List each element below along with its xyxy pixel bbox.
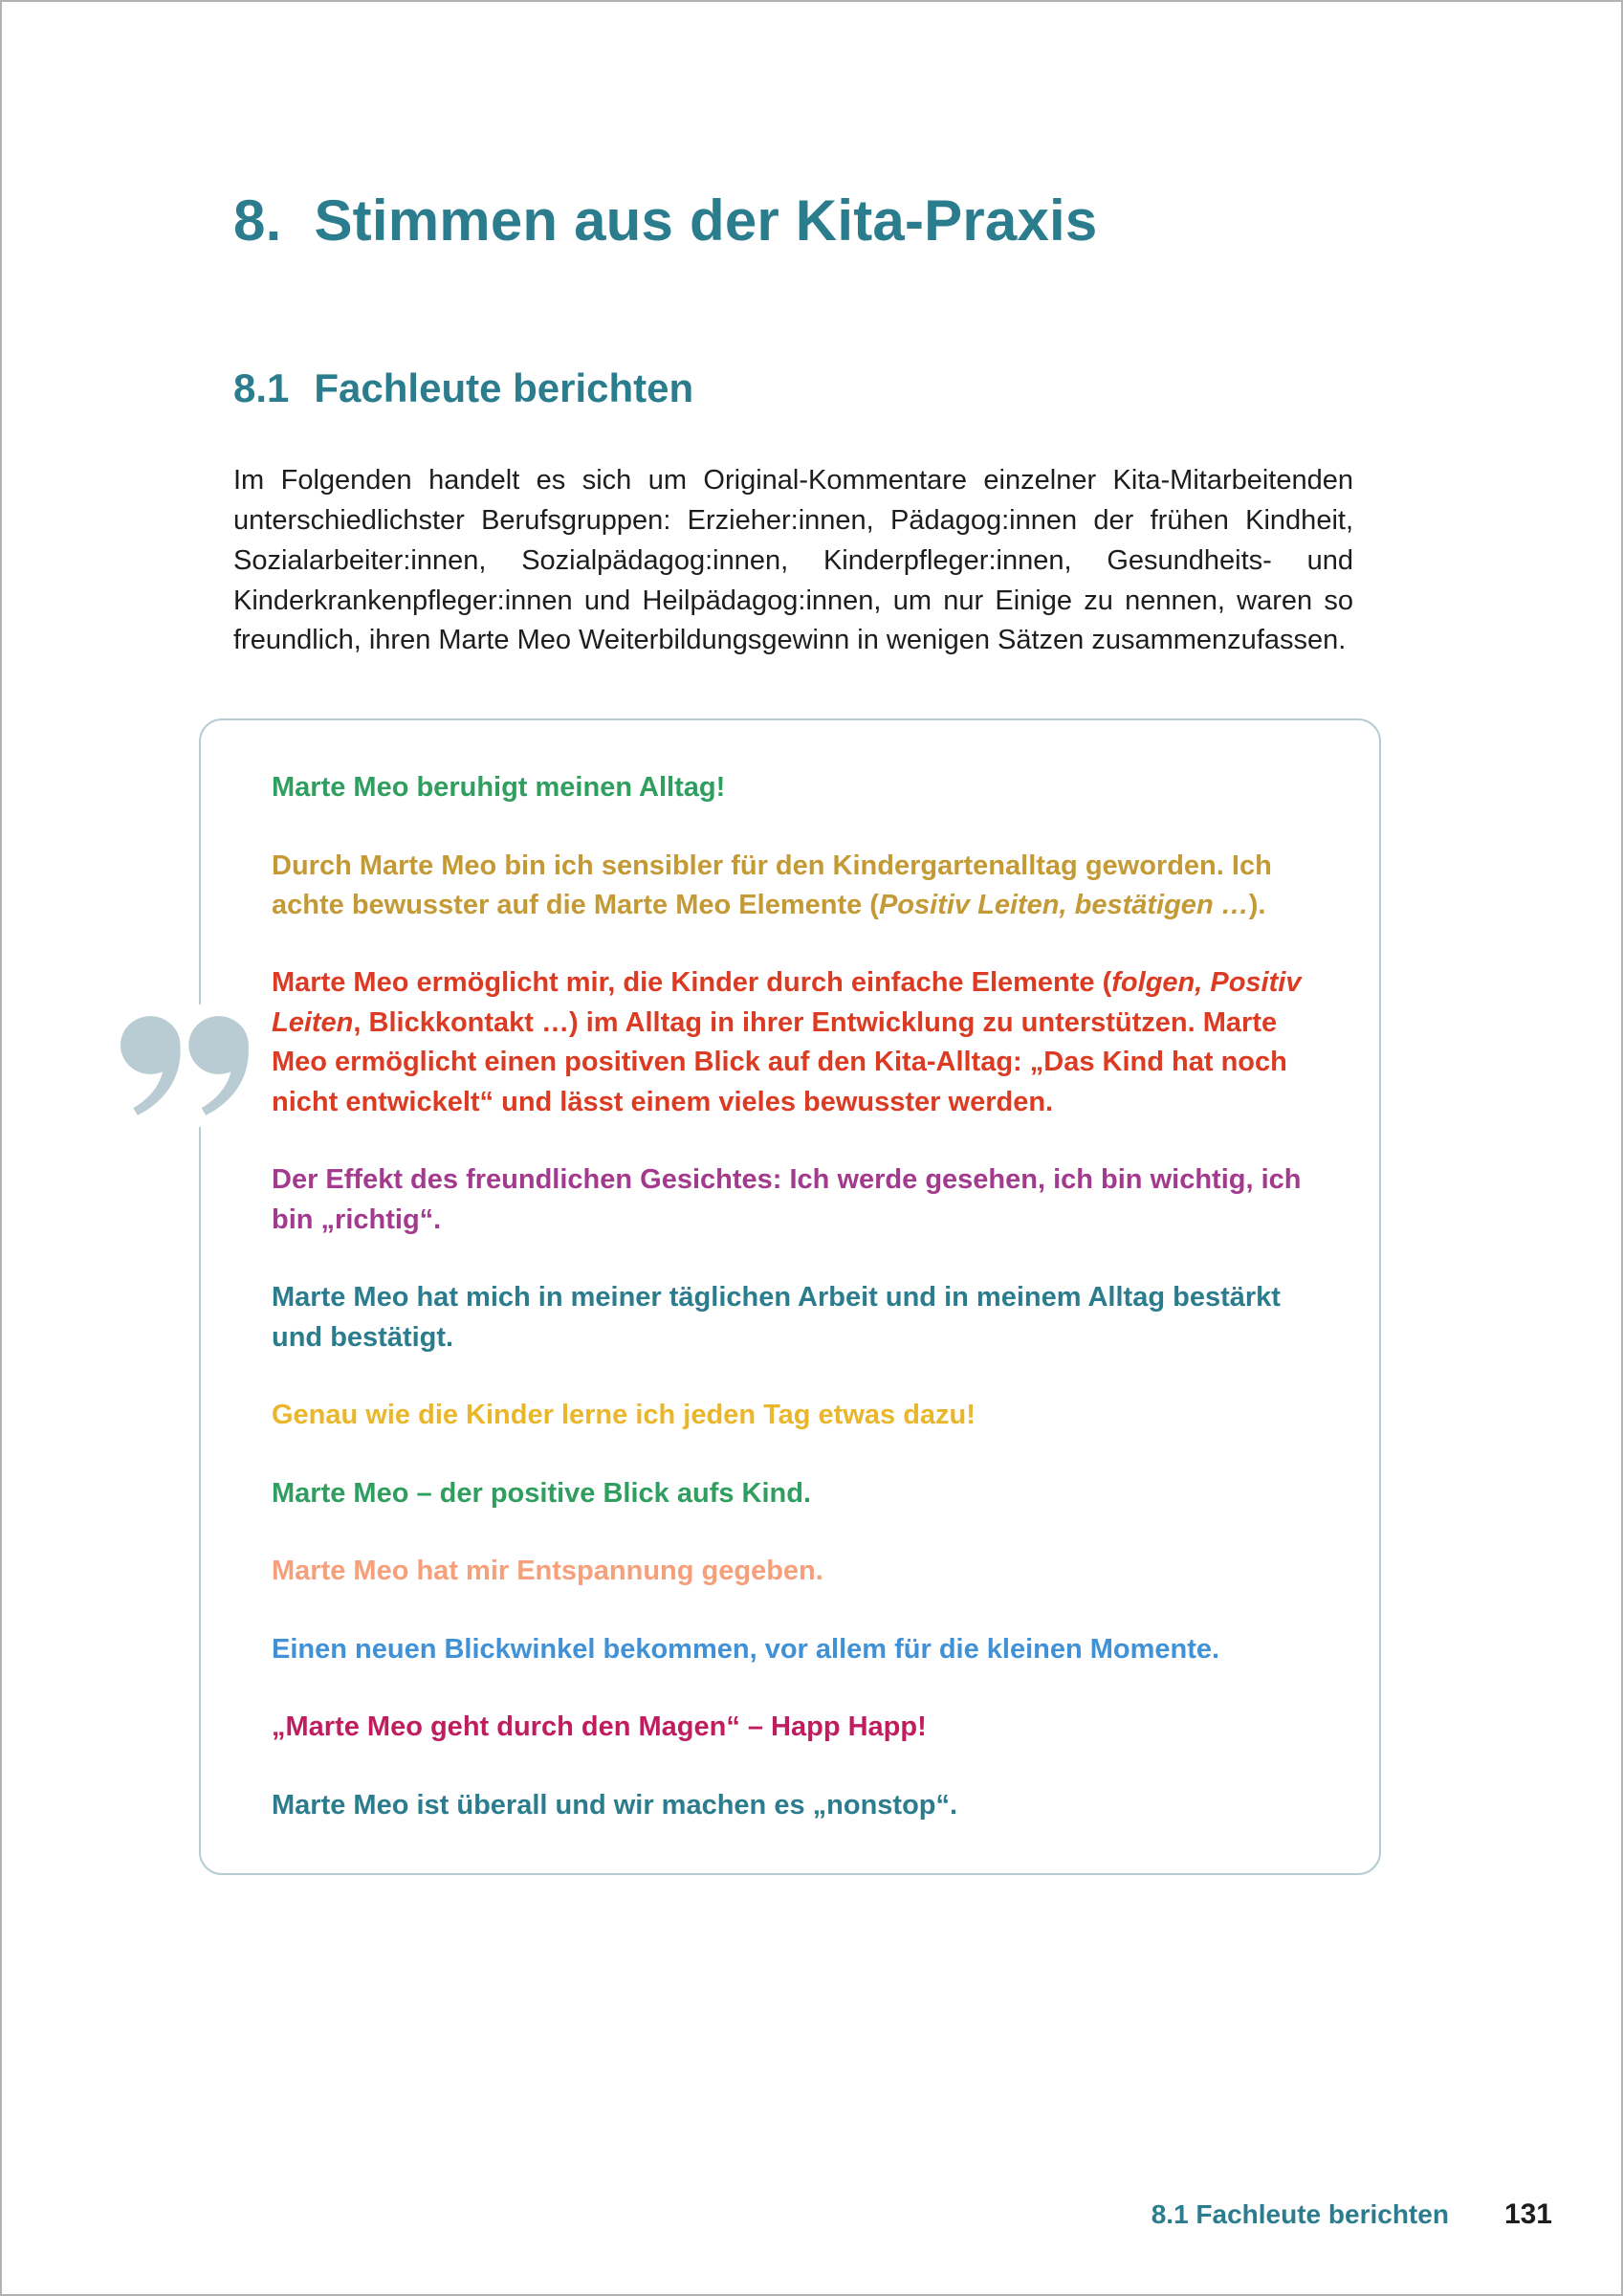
footer-section-label: 8.1 Fachleute berichten xyxy=(1151,2199,1449,2229)
quote-item xyxy=(272,1396,1335,1435)
quotation-mark-icon xyxy=(117,1004,262,1127)
chapter-heading xyxy=(233,189,1353,253)
section-heading xyxy=(233,365,1353,411)
chapter-title: Stimmen aus der Kita-Praxis xyxy=(314,188,1098,253)
quote-item xyxy=(272,1474,1335,1513)
quotation-mark-svg xyxy=(121,1015,249,1116)
quote-text: Marte Meo hat mir Entspannung gegeben. xyxy=(272,1556,823,1587)
quote-box xyxy=(199,718,1381,1875)
quote-text: Einen neuen Blickwinkel bekommen, vor allem für die kleinen Momente. xyxy=(272,1633,1220,1665)
quote-text-italic: Positiv Leiten, bestätigen … xyxy=(878,889,1249,920)
section-title: Fachleute berichten xyxy=(314,365,694,410)
intro-paragraph: Im Folgenden handelt es sich um Original-Kommentare einzelner Kita-Mitarbeitenden unterschiedlichster Berufsgruppen: Erzieher:innen, Pädagog:innen der frühen Kindheit, Sozialarbeiter:innen, Sozialpädagog:innen, Kinderpfleger:innen, Gesundheits- und Kinderkrankenpfleger:innen und Heilpädagog:innen, um nur Einige zu nennen, waren so freundlich, ihren Marte Meo Weiterbildungsgewinn in wenigen Sätzen zusammenzufassen. xyxy=(233,465,1353,656)
quote-text: ). xyxy=(1248,889,1266,920)
quote-text: , Blickkontakt …) im Alltag in ihrer Entwicklung zu unterstützen. Marte Meo ermöglicht einen positiven Blick auf den Kita-Alltag: „Das Kind hat noch nicht entwickelt“ und lässt einem vieles bewusster werden. xyxy=(272,1006,1287,1117)
page-footer xyxy=(2,2198,1552,2231)
section-number: 8.1 xyxy=(233,365,290,410)
quote-text: Der Effekt des freundlichen Gesichtes: Ich werde gesehen, ich bin wichtig, ich bin „richtig“. xyxy=(272,1164,1302,1235)
quote-item xyxy=(272,1786,1335,1825)
quote-item xyxy=(272,1708,1335,1747)
quote-text: Durch Marte Meo bin ich sensibler für den Kindergartenalltag geworden. Ich achte bewusster auf die Marte Meo Elemente ( xyxy=(272,850,1272,920)
quote-item xyxy=(272,1160,1335,1240)
quote-text: Marte Meo beruhigt meinen Alltag! xyxy=(272,772,726,804)
quote-item xyxy=(272,768,1335,807)
chapter-number: 8. xyxy=(233,188,282,253)
page-content xyxy=(2,2,1621,1875)
quote-text: Marte Meo ermöglicht mir, die Kinder durch einfache Elemente ( xyxy=(272,967,1112,999)
quote-text: Marte Meo hat mich in meiner täglichen Arbeit und in meinem Alltag bestärkt und bestätigt. xyxy=(272,1282,1281,1353)
quote-text: „Marte Meo geht durch den Magen“ – Happ Happ! xyxy=(272,1711,927,1743)
quote-item xyxy=(272,847,1335,926)
quote-item xyxy=(272,1630,1335,1669)
quote-text: Genau wie die Kinder lerne ich jeden Tag etwas dazu! xyxy=(272,1400,976,1431)
quote-item xyxy=(272,1278,1335,1358)
quote-text: Marte Meo ist überall und wir machen es „nonstop“. xyxy=(272,1789,958,1821)
quote-item xyxy=(272,963,1335,1122)
footer-page-number: 131 xyxy=(1503,2198,1552,2230)
quote-item xyxy=(272,1552,1335,1591)
quote-text-italic: folgen, Positiv Leiten xyxy=(272,967,1302,1038)
quote-text: Marte Meo – der positive Blick aufs Kind. xyxy=(272,1477,812,1509)
